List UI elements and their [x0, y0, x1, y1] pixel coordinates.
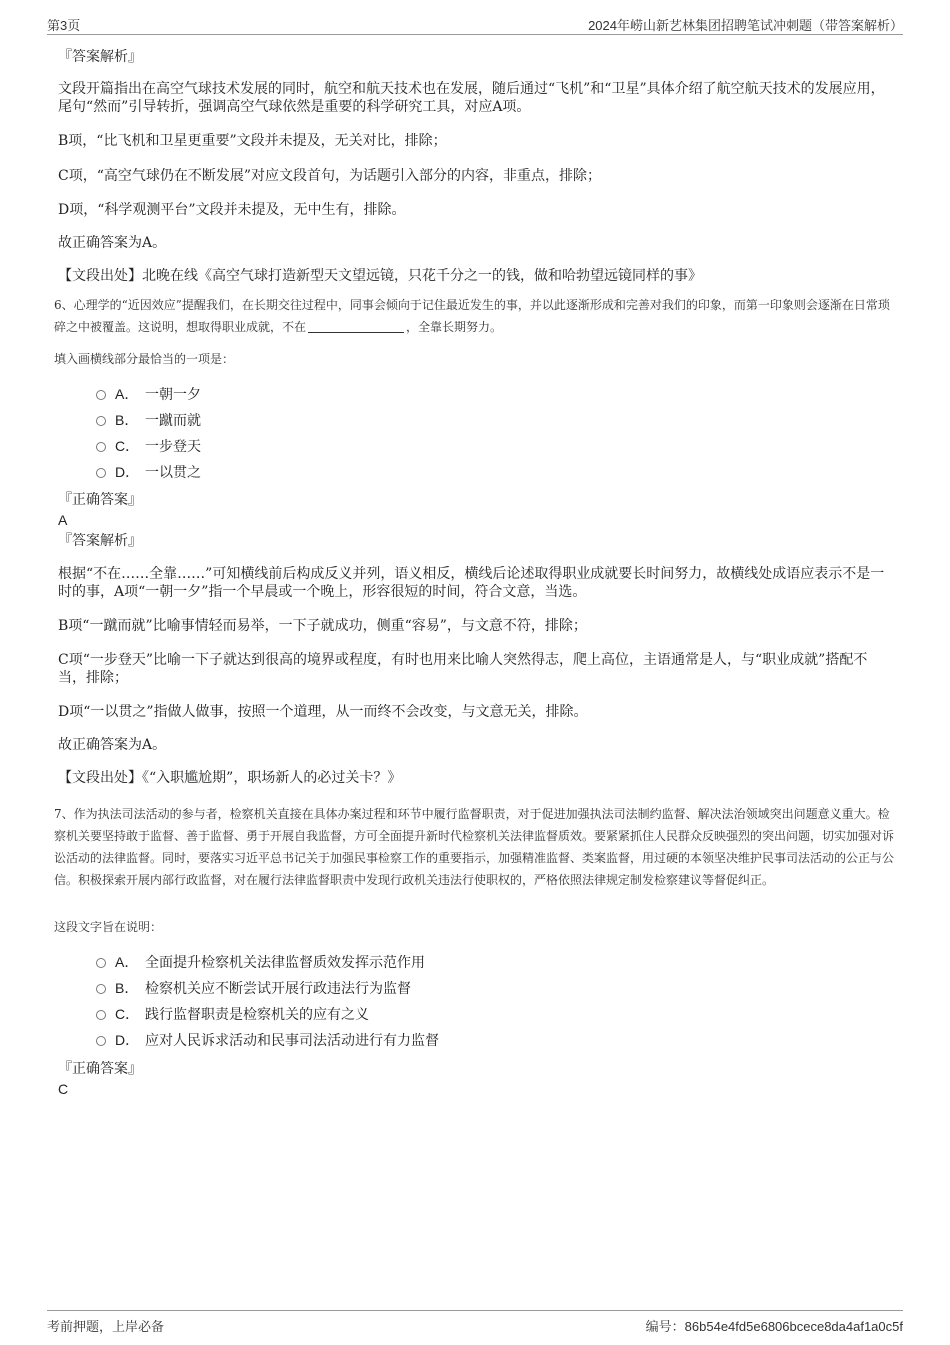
q5-analysis-para3: C项，“高空气球仍在不断发展”对应文段首句，为话题引入部分的内容，非重点，排除；: [58, 168, 602, 184]
q7-option-a[interactable]: A． 全面提升检察机关法律监督质效发挥示范作用: [96, 951, 425, 973]
q6-analysis-para3: C项“一步登天”比喻一下子就达到很高的境界或程度，有时也用来比喻人突然得志，爬上高位，主语通常是人，与“职业成就”搭配不当，排除；: [58, 652, 868, 686]
q6-analysis-para4: D项“一以贯之”指做人做事，按照一个道理，从一而终不会改变，与文意无关，排除。: [58, 704, 588, 720]
q5-analysis-para5: 故正确答案为A。: [58, 235, 167, 251]
q6-source: 【文段出处】《“入职尴尬期”，职场新人的必过关卡？》: [58, 770, 402, 786]
radio-icon[interactable]: [96, 1010, 106, 1020]
radio-icon[interactable]: [96, 416, 106, 426]
q7-option-c[interactable]: C． 践行监督职责是检察机关的应有之义: [96, 1003, 369, 1025]
q6-analysis-para2: B项“一蹴而就”比喻事情轻而易举，一下子就成功，侧重“容易”，与文意不符，排除；: [58, 618, 587, 634]
q6-prompt: 填入画横线部分最恰当的一项是：: [54, 352, 235, 366]
q6-option-a[interactable]: A． 一朝一夕: [96, 383, 201, 405]
q6-analysis-title: 『答案解析』: [58, 533, 142, 549]
q6-answer-title: 『正确答案』: [58, 492, 142, 508]
radio-icon[interactable]: [96, 468, 106, 478]
q7-answer-title: 『正确答案』: [58, 1061, 142, 1077]
q5-analysis-para2: B项，“比飞机和卫星更重要”文段并未提及，无关对比，排除；: [58, 133, 447, 149]
radio-icon[interactable]: [96, 442, 106, 452]
document-title: 2024年崂山新艺林集团招聘笔试冲刺题（带答案解析）: [588, 18, 903, 33]
q6-option-c[interactable]: C． 一步登天: [96, 435, 201, 457]
page-header: [47, 12, 903, 35]
q6-analysis-para1: 根据“不在……全靠……”可知横线前后构成反义并列，语义相反，横线后论述取得职业成就要长时间努力，故横线处成语应表示不是一时的事，A项“一朝一夕”指一个早晨或一个晚上，形容很短的时间，符合文意，当选。: [58, 566, 885, 600]
document-id: 编号：86b54e4fd5e6806bcece8da4af1a0c5f: [645, 1319, 903, 1334]
radio-icon[interactable]: [96, 958, 106, 968]
q5-analysis-title: 『答案解析』: [58, 49, 142, 65]
q5-analysis-para4: D项，“科学观测平台”文段并未提及，无中生有，排除。: [58, 202, 406, 218]
q6-option-b[interactable]: B． 一蹴而就: [96, 409, 201, 431]
q7-answer: C: [58, 1081, 69, 1097]
q6-analysis-para5: 故正确答案为A。: [58, 737, 167, 753]
page-footer: [47, 1310, 903, 1335]
q7-stem: 7、作为执法司法活动的参与者，检察机关直接在具体办案过程和环节中履行监督职责，对于促进加强执法司法制约监督、解决法治领域突出问题意义重大。检察机关要坚持敢于监督、善于监督、勇于开展自我监督，方可全面提升新时代检察机关法律监督质效。要紧紧抓住人民群众反映强烈的突出问题，切实加强对诉讼活动的法律监督。同时，要落实习近平总书记关于加强民事检察工作的重要指示，加强精准监督、类案监督，用过硬的本领坚决维护民事司法活动的公正与公信。积极探索开展内部行政监督，对在履行法律监督职责中发现行政机关违法行使职权的，严格依照法律规定制发检察建议等督促纠正。: [54, 807, 895, 887]
q6-option-d[interactable]: D． 一以贯之: [96, 461, 201, 483]
q7-option-d[interactable]: D． 应对人民诉求活动和民事司法活动进行有力监督: [96, 1029, 439, 1051]
q6-stem: 6、心理学的“近因效应”提醒我们，在长期交往过程中，同事会倾向于记住最近发生的事，并以此逐渐形成和完善对我们的印象，而第一印象则会逐渐在日常琐碎之中被覆盖。这说明，想取得职业成就，不在 ，全靠长期努力。: [54, 298, 890, 334]
answer-blank: [308, 320, 404, 333]
radio-icon[interactable]: [96, 1036, 106, 1046]
q6-answer: A: [58, 512, 68, 528]
q5-source: 【文段出处】北晚在线《高空气球打造新型天文望远镜，只花千分之一的钱，做和哈勃望远镜同样的事》: [58, 268, 702, 284]
page-number: 第3页: [47, 18, 81, 33]
q7-prompt: 这段文字旨在说明：: [54, 920, 163, 934]
q5-analysis-para1: 文段开篇指出在高空气球技术发展的同时，航空和航天技术也在发展，随后通过“飞机”和“卫星”具体介绍了航空航天技术的发展应用，尾句“然而”引导转折，强调高空气球依然是重要的科学研究工具，对应A项。: [58, 81, 885, 115]
radio-icon[interactable]: [96, 390, 106, 400]
footer-slogan: 考前押题，上岸必备: [47, 1319, 165, 1334]
q7-option-b[interactable]: B． 检察机关应不断尝试开展行政违法行为监督: [96, 977, 411, 999]
radio-icon[interactable]: [96, 984, 106, 994]
